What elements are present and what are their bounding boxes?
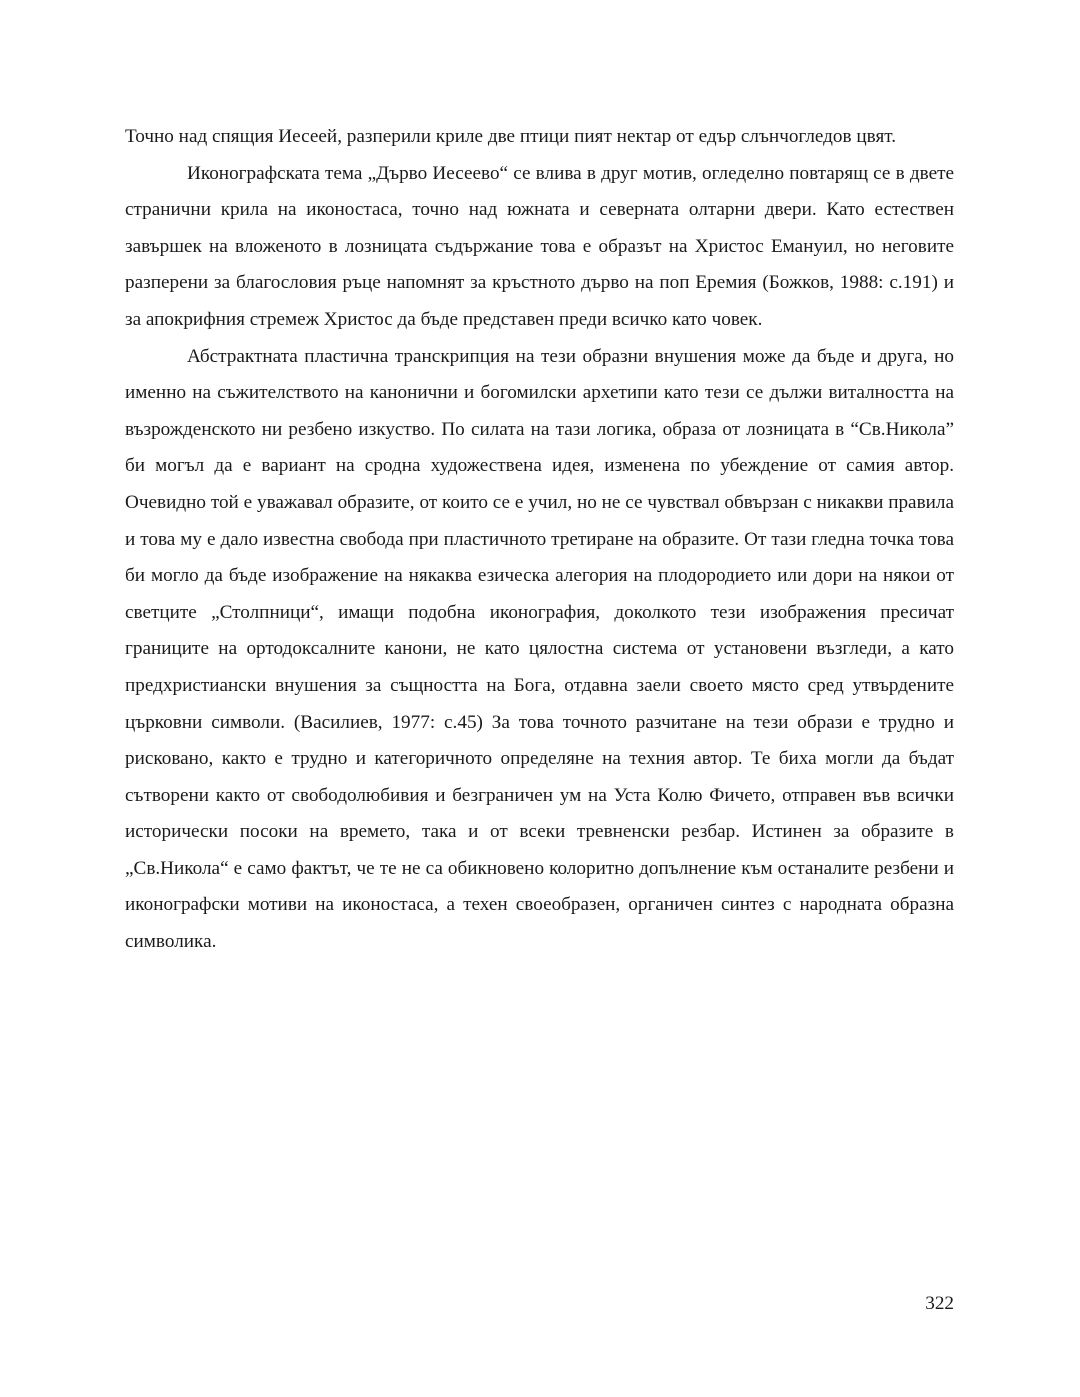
paragraph-1: Точно над спящия Иесеей, разперили криле две птици пият нектар от едър слънчогледов цвят. <box>125 126 897 147</box>
body-text <box>125 119 954 961</box>
page-number: 322 <box>925 1293 954 1314</box>
paragraph-2: Иконографската тема „Дърво Иесеево“ се влива в друг мотив, огледелно повтарящ се в двете странични крила на иконостаса, точно над южната и северната олтарни двери. Като естествен завършек на вложеното в лозницата съдържание това е образът на Христос Емануил, но неговите разперени за благословия ръце напомнят за кръстното дърво на поп Еремия (Божков, 1988: с.191) и за апокрифния стремеж Христос да бъде представен преди всичко като човек. <box>125 162 954 330</box>
paragraph-3: Абстрактната пластична транскрипция на тези образни внушения може да бъде и друга, но именно на съжителството на канонични и богомилски архетипи като тези се дължи виталността на възрожденското ни резбено изкуство. По силата на тази логика, образа от лозницата в “Св.Никола” би могъл да е вариант на сродна художествена идея, изменена по убеждение от самия автор. Очевидно той е уважавал образите, от които се е учил, но не се чувствал обвързан с никакви правила и това му е дало известна свобода при пластичното третиране на образите. От тази гледна точка това би могло да бъде изображение на някаква езическа алегория на плодородието или дори на някои от светците „Столпници“, имащи подобна иконография, доколкото тези изображения пресичат границите на ортодоксалните канони, не като цялостна система от установени възгледи, а като предхристиански внушения за същността на Бога, отдавна заели своето място сред утвърдените църковни символи. (Василиев, 1977: с.45) За това точното разчитане на тези образи е трудно и рисковано, както е трудно и категоричното определяне на техния автор. Те биха могли да бъдат сътворени както от свободолюбивия и безграничен ум на Уста Колю Фичето, отправен във всички исторически посоки на времето, така и от всеки тревненски резбар. Истинен за образите в „Св.Никола“ е само фактът, че те не са обикновено колоритно допълнение към останалите резбени и иконографски мотиви на иконостаса, а техен своеобразен, органичен синтез с народната образна символика. <box>125 345 954 953</box>
